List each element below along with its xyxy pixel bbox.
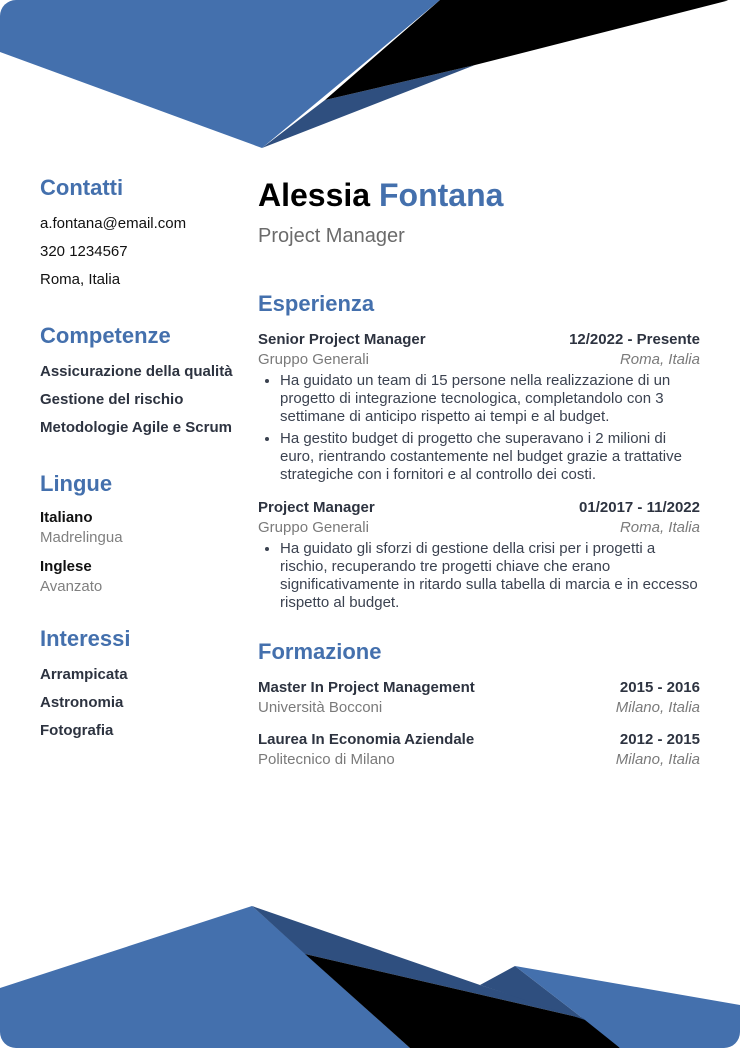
contact-email[interactable]: a.fontana@email.com: [40, 215, 187, 232]
education-entry: [258, 730, 700, 770]
interests-heading: Interessi: [40, 626, 131, 651]
job-entry: [258, 330, 700, 484]
languages-heading: Lingue: [40, 471, 113, 496]
language-name: Italiano: [40, 509, 93, 526]
education-degree: Laurea In Economia Aziendale: [258, 731, 475, 748]
job-company: Gruppo Generali: [258, 519, 369, 536]
job-title: Project Manager: [258, 499, 375, 516]
job-bullet: • Ha gestito budget di progetto che superavano i 2 milioni di euro, rientrando costantemente nel budget grazie a trattative strategiche con i fornitori e al controllo dei costi.: [280, 430, 700, 484]
sidebar: [40, 170, 245, 769]
education-dates: 2012 - 2015: [619, 731, 700, 748]
education-school: Politecnico di Milano: [258, 751, 395, 768]
experience-section: [258, 288, 700, 612]
skills-heading: Competenze: [40, 323, 171, 348]
job-location: Roma, Italia: [619, 519, 700, 536]
language-level: Avanzato: [40, 578, 103, 595]
education-heading: Formazione: [258, 639, 382, 664]
languages-section: [40, 466, 245, 597]
job-location: Roma, Italia: [619, 351, 700, 368]
contacts-section: [40, 170, 245, 294]
interest-item: Astronomia: [40, 694, 124, 711]
interests-section: [40, 621, 245, 745]
education-entry: [258, 678, 700, 718]
skills-section: [40, 318, 245, 442]
language-item: [40, 508, 245, 548]
interest-item: Arrampicata: [40, 666, 128, 683]
experience-heading: Esperienza: [258, 291, 375, 316]
job-bullets: [258, 372, 700, 484]
job-title: Senior Project Manager: [258, 331, 426, 348]
footer-decoration: [0, 900, 740, 1048]
language-level: Madrelingua: [40, 529, 123, 546]
contact-location: Roma, Italia: [40, 271, 121, 288]
education-school: Università Bocconi: [258, 699, 383, 716]
job-bullet: • Ha guidato un team di 15 persone nella realizzazione di un progetto di integrazione tecnologica, completandolo con 3 settimane di anticipo rispetto ai tempi e al budget.: [280, 372, 700, 426]
skill-item: Gestione del rischio: [40, 391, 184, 408]
job-entry: [258, 498, 700, 612]
job-company: Gruppo Generali: [258, 351, 369, 368]
education-location: Milano, Italia: [615, 699, 700, 716]
interest-item: Fotografia: [40, 722, 114, 739]
education-degree: Master In Project Management: [258, 679, 475, 696]
first-name: Alessia: [258, 177, 371, 213]
skill-item: Assicurazione della qualità: [40, 363, 233, 380]
contacts-heading: Contatti: [40, 175, 124, 200]
language-name: Inglese: [40, 558, 92, 575]
contact-phone[interactable]: 320 1234567: [40, 243, 128, 260]
education-section: [258, 636, 700, 770]
job-role: Project Manager: [258, 225, 405, 247]
skill-item: Metodologie Agile e Scrum: [40, 419, 232, 436]
full-name: [258, 174, 700, 216]
job-bullets: [258, 540, 700, 612]
main-content: [258, 174, 700, 770]
language-item: [40, 557, 245, 597]
header-decoration: [0, 0, 740, 150]
job-bullet: • Ha guidato gli sforzi di gestione della crisi per i progetti a rischio, recuperando tre progetti chiave che erano significativamente in ritardo sulla tabella di marcia e in eccesso rispetto al budget.: [280, 540, 700, 612]
job-dates: 01/2017 - 11/2022: [579, 499, 700, 516]
education-dates: 2015 - 2016: [619, 679, 700, 696]
job-dates: 12/2022 - Presente: [569, 331, 700, 348]
last-name: Fontana: [378, 177, 504, 213]
education-location: Milano, Italia: [615, 751, 700, 768]
